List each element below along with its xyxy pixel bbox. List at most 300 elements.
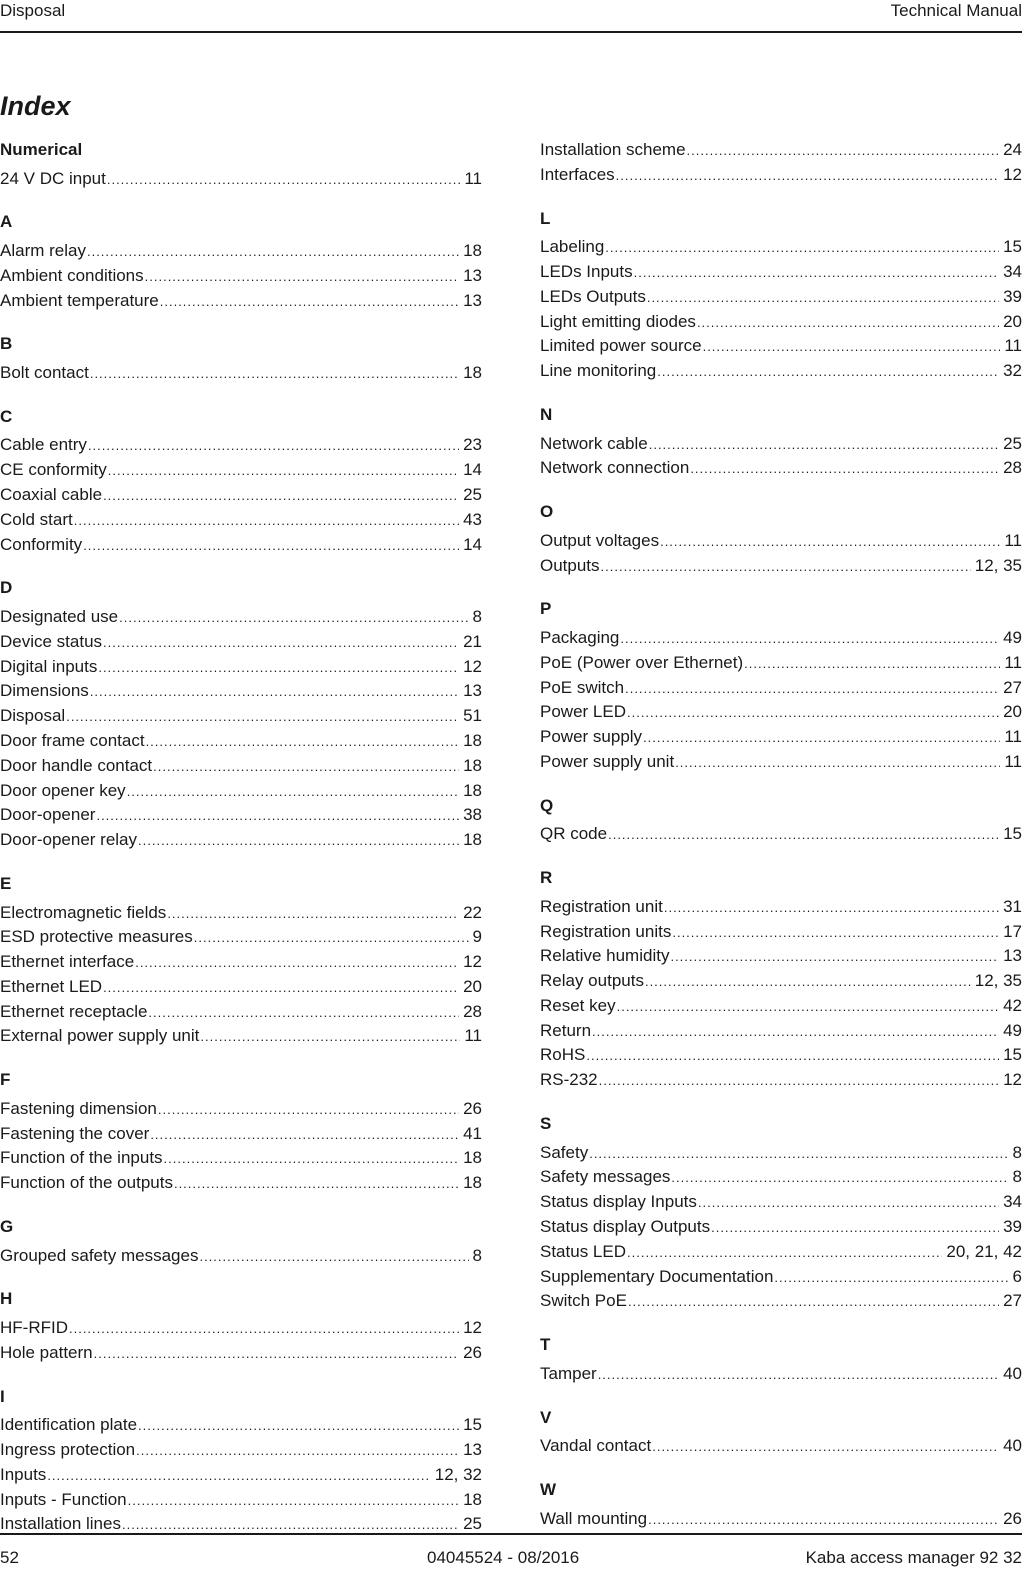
index-entry-page: 28 (1003, 458, 1022, 478)
index-entry-term: Status LED (540, 1241, 626, 1261)
index-entry-term: Packaging (540, 627, 620, 647)
dot-leader (88, 434, 459, 459)
index-entry-page: 18 (463, 755, 482, 775)
dot-leader (643, 726, 1000, 751)
dot-leader (649, 433, 999, 458)
index-entry-term: Grouped safety messages (0, 1245, 199, 1265)
index-entry-term: Door frame contact (0, 730, 145, 750)
index-entry (540, 895, 1022, 920)
index-entry (0, 1413, 482, 1438)
index-entry-page: 27 (1003, 1291, 1022, 1311)
index-entry (540, 310, 1022, 335)
index-entry (0, 1244, 482, 1269)
index-entry-page: 20 (1003, 311, 1022, 331)
index-group (0, 332, 482, 385)
index-group-letter: C (0, 406, 13, 426)
index-entry-page: 25 (1003, 433, 1022, 453)
index-entry (0, 779, 482, 804)
index-entry (540, 920, 1022, 945)
index-entry (540, 1434, 1022, 1459)
index-entry-page: 18 (463, 730, 482, 750)
index-entry-page: 20 (1003, 702, 1022, 722)
index-group-letter: H (0, 1289, 13, 1309)
index-entry-term: PoE switch (540, 677, 625, 697)
index-entry-term: Function of the inputs (0, 1148, 163, 1168)
index-entry-term: Safety messages (540, 1167, 671, 1187)
footer-page-number: 52 (0, 1548, 19, 1567)
index-entry (0, 605, 482, 630)
index-entry-page: 26 (463, 1342, 482, 1362)
index-group (0, 872, 482, 1049)
index-entry-page: 11 (1004, 336, 1022, 356)
index-entry-page: 9 (472, 927, 482, 947)
index-entry (540, 994, 1022, 1019)
index-entry (0, 264, 482, 289)
index-entry (0, 630, 482, 655)
index-entry (0, 1438, 482, 1463)
index-entry-term: Power supply unit (540, 751, 675, 771)
dot-leader (698, 1191, 999, 1216)
index-entry-page: 13 (463, 681, 482, 701)
index-entry-term: Switch PoE (540, 1291, 627, 1311)
dot-leader (47, 1464, 430, 1489)
index-group-letter: E (0, 873, 12, 893)
dot-leader (671, 1166, 1008, 1191)
dot-leader (103, 976, 459, 1001)
dot-leader (744, 652, 1000, 677)
index-entry-term: Power LED (540, 702, 626, 722)
dot-leader (138, 1414, 459, 1439)
index-entry-page: 14 (463, 534, 482, 554)
index-entry-page: 18 (463, 362, 482, 382)
index-entry-term: Light emitting diodes (540, 311, 696, 331)
dot-leader (711, 1216, 999, 1241)
dot-leader (98, 656, 459, 681)
index-group-letter: I (0, 1386, 5, 1406)
index-entry-page: 43 (463, 509, 482, 529)
index-group (0, 138, 482, 191)
index-group-letter: L (540, 208, 551, 228)
index-group (0, 1215, 482, 1268)
index-group-letter: V (540, 1407, 552, 1427)
index-entry-term: Labeling (540, 237, 605, 257)
dot-leader (601, 555, 971, 580)
index-entry-term: Door-opener (0, 805, 96, 825)
dot-leader (128, 1489, 459, 1514)
index-group-letter: W (540, 1480, 557, 1500)
dot-leader (628, 1290, 999, 1315)
index-entry-term: Cold start (0, 509, 73, 529)
index-entry-page: 23 (463, 435, 482, 455)
page-footer (0, 1533, 1022, 1567)
dot-leader (703, 335, 1001, 360)
index-entry (540, 676, 1022, 701)
index-entry-page: 49 (1003, 627, 1022, 647)
index-group (0, 576, 482, 853)
index-entry-page: 15 (1003, 237, 1022, 257)
dot-leader (103, 484, 459, 509)
dot-leader (158, 1098, 459, 1123)
dot-leader (599, 1069, 999, 1094)
index-column-right (540, 138, 1022, 1531)
index-entry (540, 1240, 1022, 1265)
index-group-letter: S (540, 1114, 552, 1134)
dot-leader (598, 1363, 999, 1388)
index-entry-page: 15 (1003, 1045, 1022, 1065)
index-entry-page: 11 (464, 1026, 482, 1046)
index-entry-term: Fastening dimension (0, 1098, 157, 1118)
footer-product: Kaba access manager 92 32 (805, 1548, 1022, 1567)
dot-leader (150, 1123, 459, 1148)
index-entry-term: RS-232 (540, 1070, 598, 1090)
dot-leader (627, 701, 999, 726)
dot-leader (627, 1241, 942, 1266)
index-entry (0, 1171, 482, 1196)
index-entry-page: 17 (1003, 921, 1022, 941)
index-entry (0, 361, 482, 386)
index-entry-page: 6 (1012, 1266, 1022, 1286)
index-entry (540, 822, 1022, 847)
index-entry (540, 138, 1022, 163)
dot-leader (146, 730, 460, 755)
index-group (540, 138, 1022, 188)
dot-leader (616, 164, 999, 189)
index-entry-page: 28 (463, 1001, 482, 1021)
index-entry-page: 39 (1003, 1217, 1022, 1237)
index-entry-page: 24 (1003, 140, 1022, 159)
dot-leader (625, 677, 999, 702)
index-group-letter: R (540, 868, 553, 888)
index-entry-term: Relay outputs (540, 971, 644, 991)
index-entry-term: Output voltages (540, 530, 660, 550)
index-entry (0, 704, 482, 729)
index-entry-term: Reset key (540, 995, 616, 1015)
dot-leader (94, 1342, 459, 1367)
index-entry (0, 167, 482, 192)
index-entry (0, 803, 482, 828)
dot-leader (774, 1266, 1008, 1291)
index-entry (0, 975, 482, 1000)
index-entry-term: Ethernet interface (0, 952, 135, 972)
index-entry-page: 49 (1003, 1020, 1022, 1040)
index-entry-page: 15 (1003, 824, 1022, 844)
index-entry-page: 20 (463, 976, 482, 996)
index-entry-term: Identification plate (0, 1415, 138, 1435)
index-group-letter: G (0, 1217, 14, 1237)
dot-leader (690, 457, 999, 482)
index-entry-page: 11 (1004, 530, 1022, 550)
index-entry-term: LEDs Outputs (540, 286, 646, 306)
index-entry (540, 1507, 1022, 1532)
index-entry-page: 8 (1012, 1142, 1022, 1162)
index-entry (540, 1068, 1022, 1093)
index-entry-term: Line monitoring (540, 361, 657, 381)
index-entry-term: Designated use (0, 606, 119, 626)
dot-leader (589, 1142, 1008, 1167)
index-entry-page: 18 (463, 830, 482, 850)
index-entry-page: 34 (1003, 1192, 1022, 1212)
dot-leader (697, 311, 999, 336)
index-entry-term: Return (540, 1020, 592, 1040)
index-entry-term: Ambient temperature (0, 290, 159, 310)
index-entry (540, 235, 1022, 260)
index-entry-page: 12 (463, 952, 482, 972)
dot-leader (592, 1020, 999, 1045)
index-group (540, 1112, 1022, 1314)
index-entry (0, 508, 482, 533)
index-entry-term: Vandal contact (540, 1436, 652, 1456)
index-entry-page: 39 (1003, 286, 1022, 306)
index-entry-term: Door-opener relay (0, 830, 138, 850)
index-entry (540, 456, 1022, 481)
index-entry-term: Dimensions (0, 681, 89, 701)
index-entry-term: Fastening the cover (0, 1123, 150, 1143)
index-entry-term: Alarm relay (0, 240, 86, 260)
index-entry-page: 12 (463, 656, 482, 676)
index-group-letter: Numerical (0, 140, 83, 159)
index-entry-page: 20, 21, 42 (946, 1241, 1022, 1261)
index-entry (540, 529, 1022, 554)
dot-leader (194, 926, 469, 951)
index-group (540, 403, 1022, 481)
index-entry (0, 1463, 482, 1488)
index-entry-page: 11 (1004, 727, 1022, 747)
index-entry-term: Registration units (540, 921, 672, 941)
index-entry (540, 750, 1022, 775)
page-header (0, 0, 1022, 33)
dot-leader (107, 168, 461, 193)
index-group-letter: O (540, 502, 554, 522)
dot-leader (167, 902, 459, 927)
index-group (0, 1385, 482, 1538)
index-entry (540, 626, 1022, 651)
index-group (540, 500, 1022, 578)
dot-leader (135, 951, 459, 976)
index-entry-page: 13 (463, 290, 482, 310)
index-entry (0, 1024, 482, 1049)
index-entry-term: Safety (540, 1142, 589, 1162)
index-entry (0, 1146, 482, 1171)
index-entry-page: 8 (472, 1245, 482, 1265)
footer-document-id: 04045524 - 08/2016 (427, 1548, 580, 1567)
index-entry (540, 260, 1022, 285)
index-entry-term: HF-RFID (0, 1318, 68, 1338)
index-entry-term: Door handle contact (0, 755, 153, 775)
index-group (540, 1406, 1022, 1459)
index-entry-page: 25 (463, 1514, 482, 1534)
dot-leader (670, 945, 999, 970)
index-group (0, 405, 482, 558)
index-entry-page: 13 (463, 265, 482, 285)
index-group (540, 1333, 1022, 1386)
index-entry-page: 40 (1003, 1436, 1022, 1456)
index-entry-term: RoHS (540, 1045, 586, 1065)
dot-leader (660, 530, 1000, 555)
index-group (0, 210, 482, 313)
index-entry (0, 655, 482, 680)
index-entry-term: Inputs - Function (0, 1489, 127, 1509)
index-entry-term: ESD protective measures (0, 927, 193, 947)
index-entry-page: 18 (463, 1489, 482, 1509)
index-entry (0, 950, 482, 975)
index-entry-term: Ingress protection (0, 1440, 136, 1460)
index-entry-page: 40 (1003, 1363, 1022, 1383)
index-entry-page: 13 (463, 1440, 482, 1460)
index-entry-page: 14 (463, 460, 482, 480)
index-entry (0, 1122, 482, 1147)
index-entry-page: 21 (463, 631, 482, 651)
dot-leader (675, 751, 1000, 776)
index-entry (540, 285, 1022, 310)
dot-leader (148, 1001, 459, 1026)
index-entry-term: Ambient conditions (0, 265, 144, 285)
index-entry-page: 25 (463, 484, 482, 504)
dot-leader (83, 534, 459, 559)
dot-leader (657, 360, 999, 385)
index-entry-page: 31 (1003, 896, 1022, 916)
index-group (540, 1478, 1022, 1531)
index-entry-term: Conformity (0, 534, 83, 554)
index-entry (0, 533, 482, 558)
index-entry (540, 651, 1022, 676)
index-entry-term: Limited power source (540, 336, 702, 356)
dot-leader (687, 139, 1000, 164)
index-entry-term: Hole pattern (0, 1342, 93, 1362)
index-entry-page: 11 (1004, 751, 1022, 771)
index-group-letter: B (0, 334, 13, 354)
index-entry-term: Ethernet receptacle (0, 1001, 148, 1021)
index-entry (540, 1362, 1022, 1387)
dot-leader (645, 970, 971, 995)
dot-leader (136, 1439, 459, 1464)
index-entry (540, 1043, 1022, 1068)
index-entry-page: 12, 35 (974, 555, 1022, 575)
index-entry-term: PoE (Power over Ethernet) (540, 652, 744, 672)
index-entry-term: Ethernet LED (0, 976, 103, 996)
index-entry (540, 1289, 1022, 1314)
index-entry (0, 1488, 482, 1513)
dot-leader (145, 265, 459, 290)
index-entry-term: Installation scheme (540, 140, 686, 159)
index-entry (0, 679, 482, 704)
index-entry-page: 18 (463, 780, 482, 800)
dot-leader (174, 1172, 459, 1197)
index-entry (540, 700, 1022, 725)
index-entry (0, 828, 482, 853)
index-entry (0, 433, 482, 458)
index-entry-page: 51 (463, 706, 482, 726)
index-entry (0, 925, 482, 950)
index-entry-term: Function of the outputs (0, 1173, 173, 1193)
index-entry-page: 22 (463, 902, 482, 922)
index-entry-page: 11 (1004, 652, 1022, 672)
index-entry-page: 18 (463, 240, 482, 260)
index-entry-term: Outputs (540, 555, 600, 575)
index-entry-page: 13 (1003, 946, 1022, 966)
index-entry (540, 969, 1022, 994)
dot-leader (66, 705, 459, 730)
index-entry-page: 12 (463, 1318, 482, 1338)
dot-leader (586, 1044, 999, 1069)
index-group-letter: P (540, 599, 552, 619)
index-group-letter: F (0, 1070, 11, 1090)
dot-leader (605, 236, 999, 261)
index-entry-term: Wall mounting (540, 1508, 648, 1528)
index-entry (540, 725, 1022, 750)
index-group (0, 1068, 482, 1196)
dot-leader (108, 459, 459, 484)
dot-leader (90, 362, 459, 387)
dot-leader (127, 780, 459, 805)
index-entry-term: Status display Inputs (540, 1192, 697, 1212)
index-entry-page: 26 (1003, 1508, 1022, 1528)
dot-leader (90, 680, 459, 705)
index-group (0, 1287, 482, 1365)
index-group-letter: D (0, 578, 13, 598)
dot-leader (153, 755, 459, 780)
index-entry (540, 554, 1022, 579)
dot-leader (74, 509, 459, 534)
dot-leader (672, 921, 999, 946)
index-entry-page: 32 (1003, 361, 1022, 381)
index-entry-page: 11 (464, 168, 482, 188)
index-entry-page: 34 (1003, 261, 1022, 281)
dot-leader (634, 261, 999, 286)
index-entry-term: Relative humidity (540, 946, 670, 966)
dot-leader (87, 240, 459, 265)
dot-leader (200, 1025, 460, 1050)
index-entry (540, 432, 1022, 457)
index-entry-term: Network connection (540, 458, 690, 478)
index-entry (0, 289, 482, 314)
index-entry (540, 1019, 1022, 1044)
dot-leader (647, 286, 999, 311)
dot-leader (96, 804, 459, 829)
index-entry-term: Power supply (540, 727, 643, 747)
index-entry (540, 1265, 1022, 1290)
dot-leader (620, 627, 999, 652)
index-entry (0, 1316, 482, 1341)
index-group-letter: N (540, 404, 553, 424)
index-entry-page: 27 (1003, 677, 1022, 697)
index-entry (540, 1141, 1022, 1166)
dot-leader (138, 829, 459, 854)
index-entry (540, 1190, 1022, 1215)
index-group (540, 866, 1022, 1093)
index-entry-term: Supplementary Documentation (540, 1266, 774, 1286)
index-entry-term: Inputs (0, 1464, 47, 1484)
index-entry-term: Network cable (540, 433, 648, 453)
index-entry (0, 1341, 482, 1366)
index-entry-term: QR code (540, 824, 608, 844)
index-entry (0, 754, 482, 779)
dot-leader (648, 1508, 999, 1533)
index-entry-page: 8 (1012, 1167, 1022, 1187)
index-group (540, 207, 1022, 384)
index-entry-term: Coaxial cable (0, 484, 103, 504)
index-entry-page: 42 (1003, 995, 1022, 1015)
index-entry-term: Installation lines (0, 1514, 121, 1534)
dot-leader (103, 631, 459, 656)
index-entry-term: LEDs Inputs (540, 261, 633, 281)
index-entry-page: 15 (463, 1415, 482, 1435)
dot-leader (608, 823, 999, 848)
dot-leader (617, 995, 999, 1020)
dot-leader (652, 1435, 999, 1460)
index-group (540, 794, 1022, 847)
dot-leader (199, 1245, 468, 1270)
index-entry-term: Disposal (0, 706, 66, 726)
